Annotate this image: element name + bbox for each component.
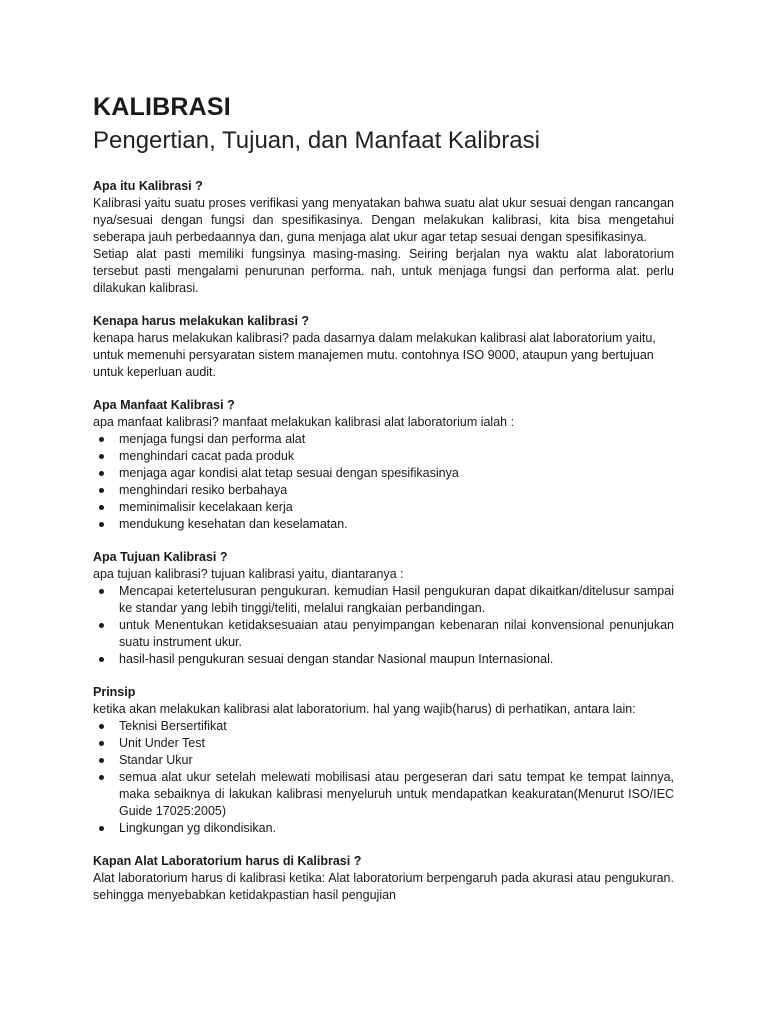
bullet-list [93,431,674,533]
bullet-icon [99,505,104,510]
list-item [93,651,674,668]
section-heading: Kapan Alat Laboratorium harus di Kalibrasi ? [93,854,362,868]
section-apa-itu [93,178,674,297]
document-subtitle: Pengertian, Tujuan, dan Manfaat Kalibrasi [93,127,540,154]
section-kenapa [93,313,674,381]
bullet-icon [99,589,104,594]
list-item [93,465,674,482]
list-item [93,499,674,516]
list-item-text: Lingkungan yg dikondisikan. [119,821,277,835]
bullet-icon [99,826,104,831]
section-heading: Apa itu Kalibrasi ? [93,179,203,193]
bullet-icon [99,741,104,746]
section-heading: Apa Manfaat Kalibrasi ? [93,398,235,412]
bullet-icon [99,758,104,763]
bullet-icon [99,623,104,628]
list-item [93,448,674,465]
paragraph: Kalibrasi yaitu suatu proses verifikasi yang menyatakan bahwa suatu alat ukur sesuai dengan rancangan nya/sesuai dengan fungsi dan spesifikasinya. Dengan melakukan kalibrasi, kita bisa mengetahui seberapa jauh perbedaannya dan, guna menjaga alat ukur agar tetap sesuai dengan spesifikasinya. [93,196,674,244]
section-manfaat [93,397,674,533]
list-item [93,482,674,499]
list-item [93,752,674,769]
paragraph: ketika akan melakukan kalibrasi alat laboratorium. hal yang wajib(harus) di perhatikan, antara lain: [93,702,636,716]
bullet-icon [99,454,104,459]
section-kapan [93,853,674,904]
section-heading: Apa Tujuan Kalibrasi ? [93,550,228,564]
bullet-icon [99,724,104,729]
list-item-text: mendukung kesehatan dan keselamatan. [119,517,348,531]
list-item [93,617,674,651]
bullet-icon [99,488,104,493]
section-prinsip [93,684,674,837]
list-item [93,769,674,820]
list-item [93,516,674,533]
list-item [93,820,674,837]
section-heading: Prinsip [93,685,136,699]
paragraph: Alat laboratorium harus di kalibrasi ketika: Alat laboratorium berpengaruh pada akurasi atau pengukuran. sehingga menyebabkan ketidakpastian hasil pengujian [93,871,674,902]
paragraph: kenapa harus melakukan kalibrasi? pada dasarnya dalam melakukan kalibrasi alat laboratorium yaitu, untuk memenuhi persyaratan sistem manajemen mutu. contohnya ISO 9000, ataupun yang bertujuan untuk keperluan audit. [93,331,656,379]
list-item-text: menjaga agar kondisi alat tetap sesuai dengan spesifikasinya [119,466,459,480]
bullet-list [93,583,674,668]
list-item-text: Mencapai ketertelusuran pengukuran. kemudian Hasil pengukuran dapat dikaitkan/ditelusur sampai ke standar yang lebih tinggi/teliti, melalui rangkaian perbandingan. [119,584,674,615]
section-tujuan [93,549,674,668]
list-item-text: semua alat ukur setelah melewati mobilisasi atau pergeseran dari satu tempat ke tempat lainnya, maka sebaiknya di lakukan kalibrasi menyeluruh untuk mendapatkan keakuratan(Menurut ISO/IEC Guide 17025:2005) [119,770,674,818]
list-item-text: untuk Menentukan ketidaksesuaian atau penyimpangan kebenaran nilai konvensional penunjukan suatu instrument ukur. [119,618,674,649]
list-item [93,431,674,448]
list-item-text: Teknisi Bersertifikat [119,719,227,733]
list-item [93,718,674,735]
list-item-text: hasil-hasil pengukuran sesuai dengan standar Nasional maupun Internasional. [119,652,554,666]
list-item-text: menghindari cacat pada produk [119,449,295,463]
section-heading: Kenapa harus melakukan kalibrasi ? [93,314,310,328]
bullet-icon [99,657,104,662]
paragraph: apa tujuan kalibrasi? tujuan kalibrasi yaitu, diantaranya : [93,567,404,581]
bullet-icon [99,437,104,442]
list-item-text: Standar Ukur [119,753,193,767]
list-item [93,583,674,617]
document-title: KALIBRASI [93,93,231,121]
bullet-list [93,718,674,837]
bullet-icon [99,522,104,527]
bullet-icon [99,775,104,780]
list-item-text: menghindari resiko berbahaya [119,483,288,497]
paragraph: Setiap alat pasti memiliki fungsinya masing-masing. Seiring berjalan nya waktu alat laboratorium tersebut pasti mengalami penurunan performa. nah, untuk menjaga fungsi dan performa alat. perlu dilakukan kalibrasi. [93,247,674,295]
list-item-text: Unit Under Test [119,736,205,750]
bullet-icon [99,471,104,476]
list-item [93,735,674,752]
paragraph: apa manfaat kalibrasi? manfaat melakukan kalibrasi alat laboratorium ialah : [93,415,515,429]
list-item-text: menjaga fungsi dan performa alat [119,432,306,446]
list-item-text: meminimalisir kecelakaan kerja [119,500,293,514]
